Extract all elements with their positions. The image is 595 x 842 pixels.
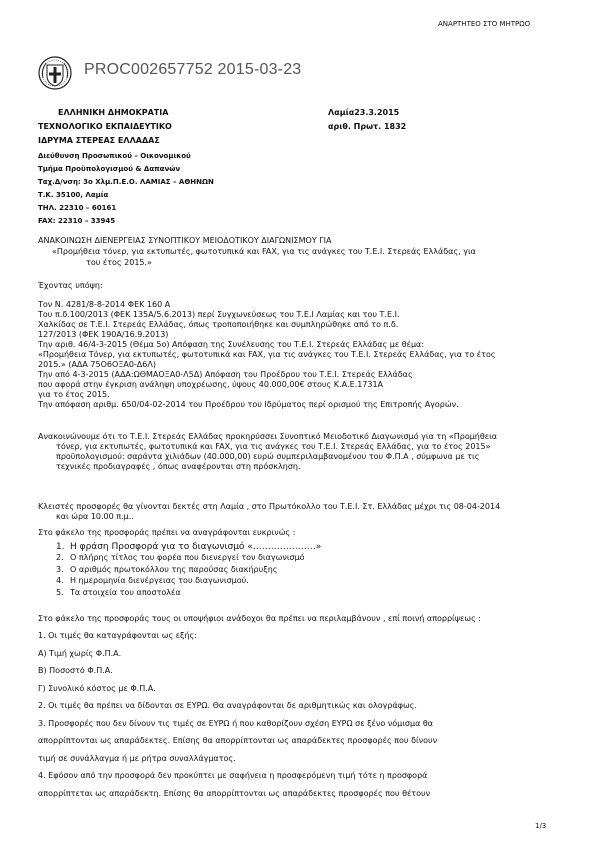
reference-line: που αφορά στην έγκριση ανάληψη υποχρέωσης, ύψους 40.000,00€ στους Κ.Α.Ε.1731Α <box>38 380 384 389</box>
closed-offers-paragraph <box>38 502 500 522</box>
announcement-subject: «Προμήθεια τόνερ, για εκτυπωτές, φωτοτυπικά και FAX, για τις ανάγκες του Τ.Ε.Ι. Στερεάς Ελλάδας, για <box>52 247 476 256</box>
org-line-2: ΤΕΧΝΟΛΟΓΙΚΟ ΕΚΠΑΙΔΕΥΤΙΚΟ <box>38 122 172 131</box>
envelope-item: 5. Τα στοιχεία του αποστολέα <box>56 587 181 597</box>
org-fax: FAX: 22310 – 33945 <box>38 217 116 225</box>
reference-line: «Προμήθεια Τόνερ, για εκτυπωτές, φωτοτυπικά και FAX, για τις ανάγκες του Τ.Ε.Ι. Στερεάς Ελλάδας, για το έτος <box>38 350 496 359</box>
reference-line: Τον Ν. 4281/8-8-2014 ΦΕΚ 160 Α <box>38 300 171 309</box>
considering-heading: Έχοντας υπόψη: <box>38 281 103 290</box>
contents-line: 4. Εφόσον από την προσφορά δεν προκύπτει με σαφήνεια η προσφερόμενη τιμή τότε η προσφορά <box>38 771 428 780</box>
announcement-line: Ανακοινώνουμε ότι το Τ.Ε.Ι. Στερεάς Ελλάδας προκηρύσσει Συνοπτικό Μειοδοτικό Διαγωνισμό για τη «Προμήθεια <box>38 432 498 441</box>
announcement-paragraph <box>38 432 497 472</box>
reference-line: 2015.» (ΑΔΑ 75Ο6ΟΞΑ0-Δ6Λ) <box>38 360 156 369</box>
reference-line: Την απόφαση αριθμ. 650/04-02-2014 του Προέδρου του Ιδρύματος περί ορισμού της Επιτροπής Αγορών. <box>38 400 459 409</box>
reference-line: για το έτος 2015. <box>38 390 110 399</box>
envelope-item: 4. Η ημερομηνία διενέργειας του διαγωνισμού. <box>56 576 249 585</box>
page-number: 1/3 <box>535 822 547 830</box>
reference-line: 127/2013 (ΦΕΚ 190Α/16.9.2013) <box>38 330 169 339</box>
closed-offers-line: Κλειστές προσφορές θα γίνονται δεκτές στη Λαμία , στο Πρωτόκολλο του Τ.Ε.Ι. Στ. Ελλάδας μέχρι τις 08-04-2014 <box>38 502 501 511</box>
document-stamp: PROC002657752 2015-03-23 <box>84 61 302 78</box>
envelope-item: 1. Η φράση Προσφορά για το διαγωνισμό «…………………» <box>56 542 322 552</box>
announcement-line: τεχνικές προδιαγραφές , όπως αναφέρονται στη πρόσκληση. <box>56 462 301 471</box>
envelope-intro: Στο φάκελο της προσφοράς πρέπει να αναγράφονται ευκρινώς : <box>38 528 296 537</box>
org-address: Ταχ.Δ/νση: 3ο Χλμ.Π.Ε.Ο. ΛΑΜΙΑΣ – ΑΘΗΝΩΝ <box>38 178 214 186</box>
closed-offers-line: και ώρα 10.00 π.μ.. <box>56 512 134 521</box>
contents-line: απορρίπτεται ως απαράδεκτη. Επίσης θα απορρίπτονται ως απαράδεκτες προσφορές που θέτουν <box>38 788 431 798</box>
header-note: ΑΝΑΡΤΗΤΕΟ ΣΤΟ ΜΗΤΡΩΟ <box>438 20 531 28</box>
announcement-subject-cont: του έτος 2015.» <box>86 258 152 267</box>
contents-line: τιμή σε συνάλλαγμα ή με ρήτρα συναλλάγματος. <box>38 753 236 763</box>
reference-line: Την αριθ. 46/4-3-2015 (Θέμα 5ο) Απόφαση της Συνέλευσης του Τ.Ε.Ι. Στερεάς Ελλάδας με θέμα: <box>38 340 425 349</box>
reference-line: Την από 4-3-2015 (ΑΔΑ:ΩΘΜΑΟΞΑ0-Λ5Δ) Απόφαση του Προέδρου του Τ.Ε.Ι. Στερεάς Ελλάδας <box>38 370 413 379</box>
envelope-item: 3. Ο αριθμός πρωτοκόλλου της παρούσας διακήρυξης <box>56 564 278 574</box>
contents-line: 2. Οι τιμές θα πρέπει να δίδονται σε ΕΥΡΩ. Θα αναγράφονται δε αριθμητικώς και ολογράφως. <box>38 701 417 710</box>
protocol-number: αριθ. Πρωτ. 1832 <box>328 122 407 131</box>
contents-block <box>38 627 437 802</box>
org-postcode: Τ.Κ. 35100, Λαμία <box>38 191 109 199</box>
org-dept-1: Διεύθυνση Προσωπικού – Οικονομικού <box>38 152 191 160</box>
references-block <box>38 300 496 410</box>
contents-intro: Στο φάκελο της προσφοράς τους οι υποψήφιοι ανάδοχοι θα πρέπει να περιλαμβάνουν , επί ποινή απορρίψεως : <box>38 614 481 623</box>
announcement-title: ΑΝΑΚΟΙΝΩΣΗ ΔΙΕΝΕΡΓΕΙΑΣ ΣΥΝΟΠΤΙΚΟΥ ΜΕΙΟΔΟΤΙΚΟΥ ΔΙΑΓΩΝΙΣΜΟΥ ΓΙΑ <box>38 236 332 245</box>
greek-coat-of-arms-icon <box>38 56 72 90</box>
contents-line: Β) Ποσοστό Φ.Π.Α. <box>38 666 113 675</box>
contents-line: Α) Τιμή χωρίς Φ.Π.Α. <box>38 648 122 658</box>
envelope-item: 2. Ο πλήρης τίτλος του φορέα που διενεργεί τον διαγωνισμό <box>56 553 305 562</box>
reference-line: Χαλκίδας σε Τ.Ε.Ι. Στερεάς Ελλάδας, όπως τροποποιήθηκε και συμπληρώθηκε από το π.δ. <box>38 320 399 329</box>
announcement-line: προϋπολογισμού: σαράντα χιλιάδων (40.000,00) ευρώ συμπεριλαμβανομένου του Φ.Π.Α , σύμφωνα με τις <box>56 452 480 461</box>
org-line-3: ΙΔΡΥΜΑ ΣΤΕΡΕΑΣ ΕΛΛΑΔΑΣ <box>38 136 160 145</box>
contents-line: 1. Οι τιμές θα καταγράφονται ως εξής: <box>38 631 197 640</box>
org-dept-2: Τμήμα Προϋπολογισμού & Δαπανών <box>38 165 181 173</box>
announcement-line: τόνερ, για εκτυπωτές, φωτοτυπικά και FAX, για τις ανάγκες του Τ.Ε.Ι. Στερεάς Ελλάδας, για το έτος 2015» <box>56 442 491 451</box>
envelope-items-list <box>56 542 321 598</box>
org-line-1: ΕΛΛΗΝΙΚΗ ΔΗΜΟΚΡΑΤΙΑ <box>58 108 169 117</box>
contents-line: απορρίπτονται ως απαράδεκτες. Επίσης θα απορρίπτονται ως απαράδεκτες προσφορές που δίνουν <box>38 736 438 745</box>
org-phone: ΤΗΛ. 22310 – 60161 <box>38 204 117 212</box>
contents-line: 3. Προσφορές που δεν δίνουν τις τιμές σε ΕΥΡΩ ή που καθορίζουν σχέση ΕΥΡΩ σε ξένο νόμισμα θα <box>38 718 434 728</box>
contents-line: Γ) Συνολικό κόστος με Φ.Π.Α. <box>38 683 156 693</box>
reference-line: Του π.δ.100/2013 (ΦΕΚ 135Α/5.6.2013) περί Συγχωνεύσεως του Τ.Ε.Ι Λαμίας και του Τ.Ε.Ι. <box>38 310 400 319</box>
document-date: Λαμία23.3.2015 <box>328 108 400 117</box>
